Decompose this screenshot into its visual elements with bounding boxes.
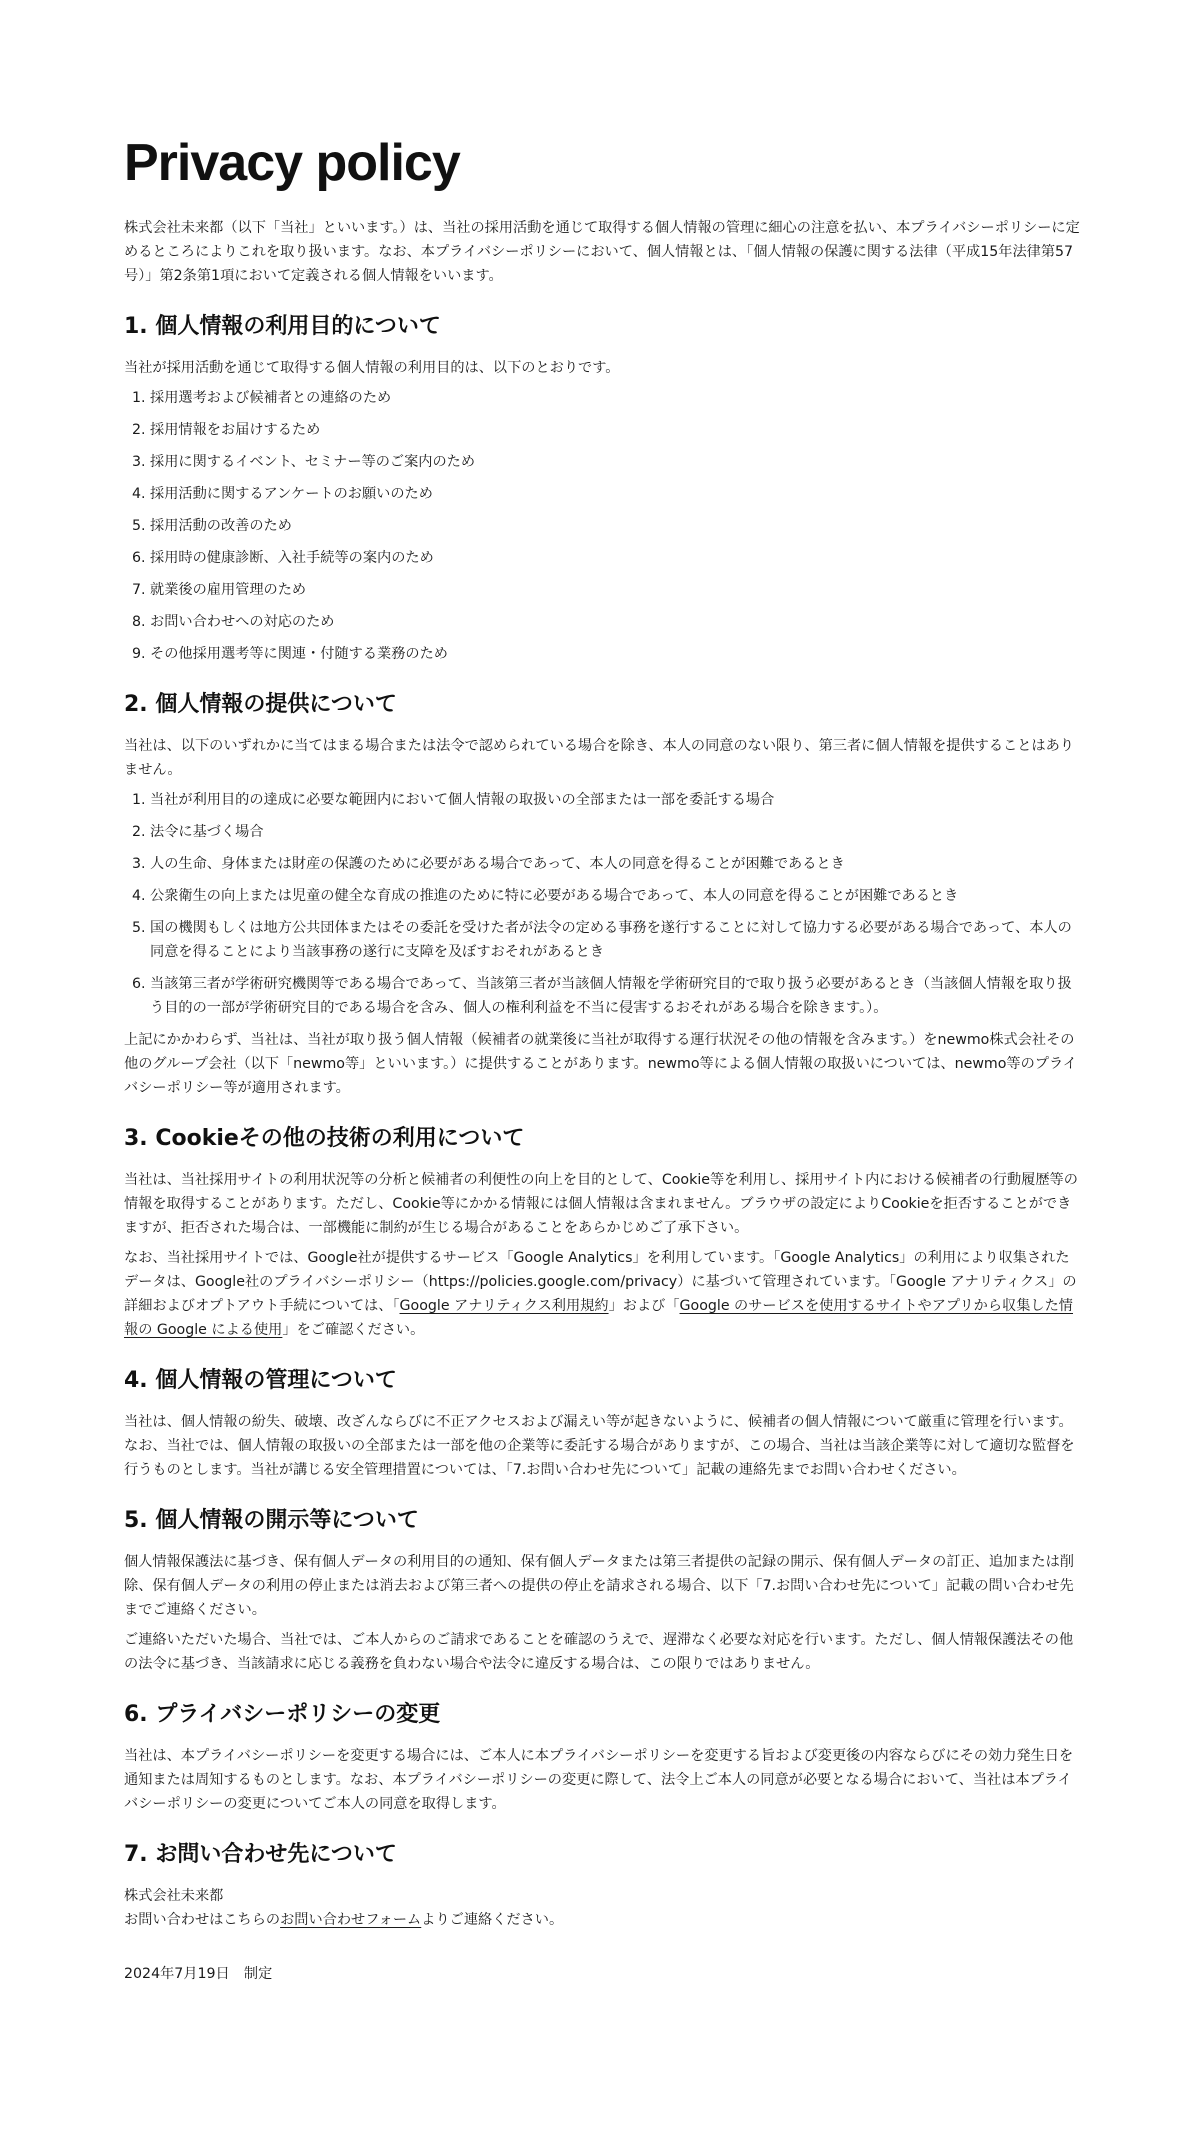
section-heading: 1. 個人情報の利用目的について <box>124 314 441 339</box>
provision-exception-list <box>124 788 1080 1020</box>
section-usage-purpose <box>124 312 1080 666</box>
section-heading: 4. 個人情報の管理について <box>124 1368 397 1393</box>
policy-change-paragraph: 当社は、本プライバシーポリシーを変更する場合には、ご本人に本プライバシーポリシーを変更する旨および変更後の内容ならびにその効力発生日を通知または周知するものとします。なお、本プライバシーポリシーの変更に際して、法令上ご本人の同意が必要となる場合において、当社は本プライバシーポリシーの変更についてご本人の同意を取得します。 <box>124 1748 1074 1812</box>
company-name: 株式会社未来都 <box>124 1888 224 1904</box>
text-segment: 」をご確認ください。 <box>282 1322 425 1338</box>
section-heading: 2. 個人情報の提供について <box>124 692 397 717</box>
list-item: 6. 当該第三者が学術研究機関等である場合であって、当該第三者が当該個人情報を学術研究目的で取り扱う必要があるとき（当該個人情報を取り扱う目的の一部が学術研究目的である場合を含み、個人の権利利益を不当に侵害するおそれがある場合を除きます。）。 <box>150 972 1080 1020</box>
list-item: 9. その他採用選考等に関連・付随する業務のため <box>150 642 1080 666</box>
list-item: 3. 採用に関するイベント、セミナー等のご案内のため <box>150 450 1080 474</box>
list-item: 7. 就業後の雇用管理のため <box>150 578 1080 602</box>
section-contact <box>124 1840 1080 1932</box>
disclosure-response-paragraph: ご連絡いただいた場合、当社では、ご本人からのご請求であることを確認のうえで、遅滞なく必要な対応を行います。ただし、個人情報保護法その他の法令に基づき、当該請求に応じる義務を負わない場合や法令に違反する場合は、この限りではありません。 <box>124 1632 1074 1672</box>
google-analytics-terms-link[interactable]: Google アナリティクス利用規約 <box>399 1298 609 1314</box>
disclosure-paragraph: 個人情報保護法に基づき、保有個人データの利用目的の通知、保有個人データまたは第三者提供の記録の開示、保有個人データの訂正、追加または削除、保有個人データの利用の停止または消去および第三者への提供の停止を請求される場合、以下「7.お問い合わせ先について」記載の問い合わせ先までご連絡ください。 <box>124 1554 1074 1618</box>
list-item: 1. 採用選考および候補者との連絡のため <box>150 386 1080 410</box>
text-segment: お問い合わせはこちらの <box>124 1912 281 1928</box>
google-data-usage-link[interactable]: Google のサービスを使用するサイトやアプリから収集した情報の Google による使用 <box>124 1298 1073 1338</box>
management-paragraph: 当社は、個人情報の紛失、破壊、改ざんならびに不正アクセスおよび漏えい等が起きないように、候補者の個人情報について厳重に管理を行います。なお、当社では、個人情報の取扱いの全部または一部を他の企業等に委託する場合がありますが、この場合、当社は当該企業等に対して適切な監督を行うものとします。当社が講じる安全管理措置については、「7.お問い合わせ先について」記載の連絡先までお問い合わせください。 <box>124 1414 1075 1478</box>
section-policy-change <box>124 1700 1080 1816</box>
cookie-paragraph: 当社は、当社採用サイトの利用状況等の分析と候補者の利便性の向上を目的として、Cookie等を利用し、採用サイト内における候補者の行動履歴等の情報を取得することがあります。ただし、Cookie等にかかる情報には個人情報は含まれません。ブラウザの設定によりCookieを拒否することができますが、拒否された場合は、一部機能に制約が生じる場合があることをあらかじめご了承下さい。 <box>124 1172 1078 1236</box>
section-heading: 3. Cookieその他の技術の利用について <box>124 1126 525 1151</box>
section-disclosure <box>124 1506 1080 1676</box>
section-heading: 6. プライバシーポリシーの変更 <box>124 1702 441 1727</box>
text-segment: なお、当社採用サイトでは、Google社が提供するサービス「Google Analytics」を利用しています。「Google Analytics」の利用により収集されたデータは、Google社のプライバシーポリシー（https://policies.google.com/privacy）に基づいて管理されています。「Google アナリティクス」の詳細およびオプトアウト手続については、「 <box>124 1250 1077 1314</box>
list-item: 5. 採用活動の改善のため <box>150 514 1080 538</box>
section-cookie <box>124 1124 1080 1342</box>
contact-block <box>124 1884 1080 1932</box>
list-item: 8. お問い合わせへの対応のため <box>150 610 1080 634</box>
list-item: 4. 公衆衛生の向上または児童の健全な育成の推進のために特に必要がある場合であって、本人の同意を得ることが困難であるとき <box>150 884 1080 908</box>
contact-form-link[interactable]: お問い合わせフォーム <box>280 1912 422 1928</box>
intro-paragraph: 株式会社未来都（以下「当社」といいます。）は、当社の採用活動を通じて取得する個人情報の管理に細心の注意を払い、本プライバシーポリシーに定めるところによりこれを取り扱います。なお、本プライバシーポリシーにおいて、個人情報とは、「個人情報の保護に関する法律（平成15年法律第57号）」第2条第1項において定義される個人情報をいいます。 <box>124 220 1080 284</box>
section-heading: 5. 個人情報の開示等について <box>124 1508 419 1533</box>
enactment-date: 2024年7月19日 制定 <box>124 1966 273 1982</box>
group-provision-paragraph: 上記にかかわらず、当社は、当社が取り扱う個人情報（候補者の就業後に当社が取得する運行状況その他の情報を含みます。）をnewmo株式会社その他のグループ会社（以下「newmo等」といいます。）に提供することがあります。newmo等による個人情報の取扱いについては、newmo等のプライバシーポリシー等が適用されます。 <box>124 1032 1077 1096</box>
google-analytics-paragraph <box>124 1246 1080 1342</box>
list-item: 2. 法令に基づく場合 <box>150 820 1080 844</box>
page-title: Privacy policy <box>124 134 460 192</box>
policy-content <box>124 128 1080 1986</box>
list-item: 2. 採用情報をお届けするため <box>150 418 1080 442</box>
list-item: 5. 国の機関もしくは地方公共団体またはその委託を受けた者が法令の定める事務を遂行することに対して協力する必要がある場合であって、本人の同意を得ることにより当該事務の遂行に支障を及ぼすおそれがあるとき <box>150 916 1080 964</box>
section-lead: 当社は、以下のいずれかに当てはまる場合または法令で認められている場合を除き、本人の同意のない限り、第三者に個人情報を提供することはありません。 <box>124 738 1074 778</box>
contact-line <box>124 1908 1080 1932</box>
list-item: 6. 採用時の健康診断、入社手続等の案内のため <box>150 546 1080 570</box>
list-item: 4. 採用活動に関するアンケートのお願いのため <box>150 482 1080 506</box>
section-lead: 当社が採用活動を通じて取得する個人情報の利用目的は、以下のとおりです。 <box>124 360 620 376</box>
list-item: 1. 当社が利用目的の達成に必要な範囲内において個人情報の取扱いの全部または一部を委託する場合 <box>150 788 1080 812</box>
section-heading: 7. お問い合わせ先について <box>124 1842 397 1867</box>
text-segment: よりご連絡ください。 <box>421 1912 564 1928</box>
usage-purpose-list <box>124 386 1080 666</box>
list-item: 3. 人の生命、身体または財産の保護のために必要がある場合であって、本人の同意を得ることが困難であるとき <box>150 852 1080 876</box>
text-segment: 」および「 <box>608 1298 680 1314</box>
section-third-party-provision <box>124 690 1080 1100</box>
section-management <box>124 1366 1080 1482</box>
